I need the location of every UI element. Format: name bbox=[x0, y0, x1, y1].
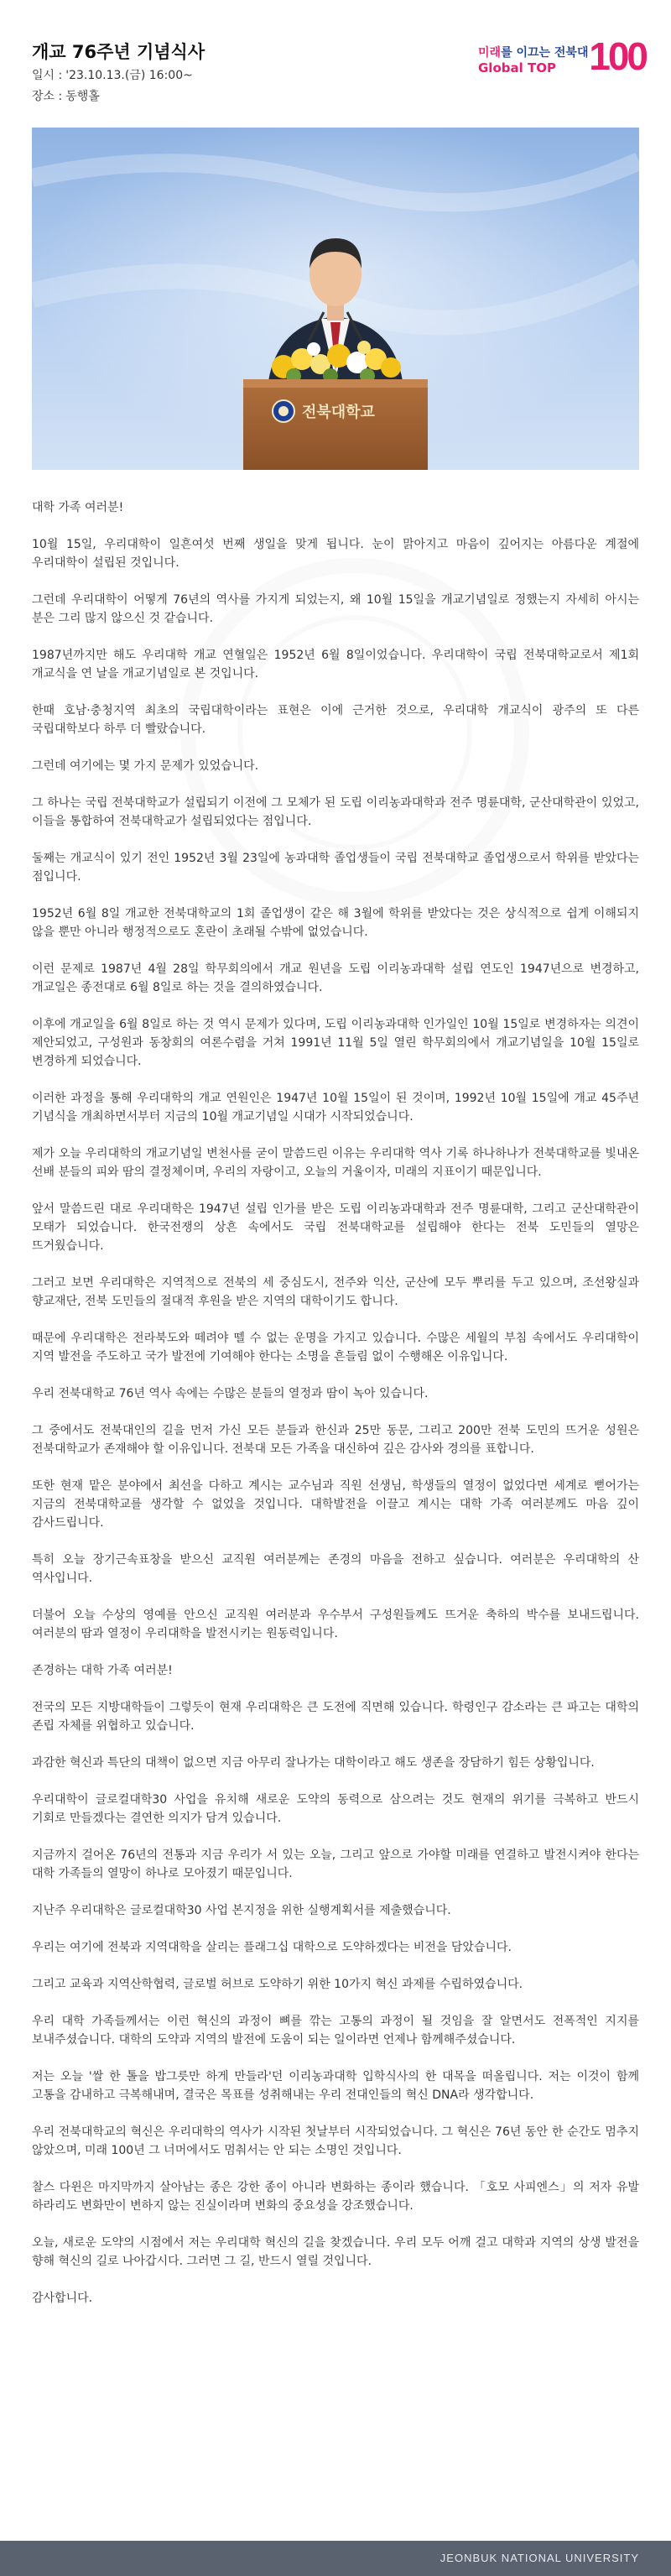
speech-paragraph: 더불어 오늘 수상의 영예를 안으신 교직원 여러분과 우수부서 구성원들께도 뜨거운 축하의 박수를 보내드립니다. 여러분의 땀과 열정이 우리대학을 발전시키는 원동력입니다. bbox=[32, 1609, 639, 1640]
speech-paragraph: 저는 오늘 '쌀 한 톨을 밥그릇만 하게 만들라'던 이리농과대학 입학식사의 한 대목을 떠올립니다. 저는 이것이 함께 고통을 감내하고 극복해내며, 결국은 목표를 성취해내는 우리 전대인들의 혁신 DNA라 생각합니다. bbox=[32, 2070, 639, 2102]
speech-paragraph: 둘째는 개교식이 있기 전인 1952년 3월 23일에 농과대학 졸업생들이 국립 전북대학교 졸업생으로서 학위를 받았다는 점입니다. bbox=[32, 852, 639, 884]
speech-paragraph: 1987년까지만 해도 우리대학 개교 연혈일은 1952년 6월 8일이었습니다. 우리대학이 국립 전북대학교로서 제1회 개교식을 연 날을 개교기념일로 본 것입니다. bbox=[32, 649, 639, 681]
speech-paragraph: 오늘, 새로운 도약의 시점에서 저는 우리대학 혁신의 길을 찾겠습니다. 우리 모두 어깨 걸고 대학과 지역의 상생 발전을 향해 혁신의 길로 나아갑시다. 그러면 그 길, 반드시 열릴 것입니다. bbox=[32, 2236, 639, 2268]
speech-paragraph: 그 하나는 국립 전북대학교가 설립되기 이전에 그 모체가 된 도립 이리농과대학과 전주 명륜대학, 군산대학관이 있었고, 이들을 통합하여 전북대학교가 설립되었다는 점입니다. bbox=[32, 796, 639, 828]
ceremony-photo-illustration bbox=[32, 128, 639, 470]
speech-paragraph: 우리 전북대학교의 혁신은 우리대학의 역사가 시작된 첫날부터 시작되었습니다. 그 혁신은 76년 동안 한 순간도 멈추지 않았으며, 미래 100년 그 너머에서도 멈춰서는 안 되는 소명인 것입니다. bbox=[32, 2125, 639, 2157]
speech-paragraph: 그리고 교육과 지역산학협력, 글로벌 허브로 도약하기 위한 10가지 혁신 과제를 수립하였습니다. bbox=[32, 1978, 523, 1991]
ceremony-photo bbox=[32, 128, 639, 470]
logo-tagline-rest: 를 이끄는 전북대 bbox=[501, 46, 589, 60]
speech-paragraph: 찰스 다윈은 마지막까지 살아남는 종은 강한 종이 아니라 변화하는 종이라 했습니다. 「호모 사피엔스」의 저자 유발 하라리도 변화만이 변하지 않는 진실이라며 변화의 중요성을 강조했습니다. bbox=[32, 2181, 639, 2213]
speech-paragraph: 전국의 모든 지방대학들이 그렇듯이 현재 우리대학은 큰 도전에 직면해 있습니다. 학령인구 감소라는 큰 파고는 대학의 존립 자체를 위협하고 있습니다. bbox=[32, 1701, 639, 1733]
page-footer bbox=[0, 2541, 671, 2576]
page-title: 개교 76주년 기념식사 bbox=[32, 42, 205, 62]
speech-paragraph: 감사합니다. bbox=[32, 2292, 93, 2305]
logo-number: 100 bbox=[589, 34, 646, 78]
speech-paragraph: 특히 오늘 장기근속표창을 받으신 교직원 여러분께는 존경의 마음을 전하고 싶습니다. 여러분은 우리대학의 산 역사입니다. bbox=[32, 1553, 639, 1585]
speech-paragraph: 1952년 6월 8일 개교한 전북대학교의 1회 졸업생이 같은 해 3월에 학위를 받았다는 것은 상식적으로 쉽게 이해되지 않을 뿐만 아니라 행정적으로도 혼란이 초래될 수밖에 없었습니다. bbox=[32, 907, 639, 939]
date-value: '23.10.13.(금) 16:00~ bbox=[65, 69, 193, 82]
speech-paragraph: 그러고 보면 우리대학은 지역적으로 전북의 세 중심도시, 전주와 익산, 군산에 모두 뿌리를 두고 있으며, 조선왕실과 향교재단, 전북 도민들의 절대적 후원을 받은 지역의 대학이기도 합니다. bbox=[32, 1276, 639, 1308]
speech-paragraph: 우리는 여기에 전북과 지역대학을 살리는 플래그십 대학으로 도약하겠다는 비전을 담았습니다. bbox=[32, 1941, 512, 1954]
speech-paragraph: 그런데 여기에는 몇 가지 문제가 있었습니다. bbox=[32, 759, 259, 773]
footer-university-name: JEONBUK NATIONAL UNIVERSITY bbox=[440, 2552, 639, 2564]
speech-paragraph: 우리 대학 가족들께서는 이런 혁신의 과정이 뼈를 깎는 고통의 과정이 될 것임을 잘 알면서도 전폭적인 지지를 보내주셨습니다. 대학의 도약과 지역의 발전에 도움이 되는 일이라면 언제나 함께해주셨습니다. bbox=[32, 2015, 639, 2047]
speech-paragraph: 우리대학이 글로컬대학30 사업을 유치해 새로운 도약의 동력으로 삼으려는 것도 현재의 위기를 극복하고 반드시 기회로 만들겠다는 결연한 의지가 담겨 있습니다. bbox=[32, 1793, 639, 1825]
speech-paragraph: 우리 전북대학교 76년 역사 속에는 수많은 분들의 열정과 땀이 녹아 있습니다. bbox=[32, 1387, 429, 1400]
speech-paragraph: 대학 가족 여러분! bbox=[32, 501, 124, 514]
event-date bbox=[32, 66, 193, 83]
speech-paragraph: 존경하는 대학 가족 여러분! bbox=[32, 1664, 173, 1677]
speech-paragraph: 때문에 우리대학은 전라북도와 떼려야 뗄 수 없는 운명을 가지고 있습니다. 수많은 세월의 부침 속에서도 우리대학이 지역 발전을 주도하고 국가 발전에 기여해야 한다는 소명을 흔들림 없이 수행해온 이유입니다. bbox=[32, 1332, 639, 1364]
speech-paragraph: 앞서 말씀드린 대로 우리대학은 1947년 설립 인가를 받은 도립 이리농과대학과 전주 명륜대학, 그리고 군산대학관이 모태가 되었습니다. 한국전쟁의 상흔 속에서도 국립 전북대학교를 설립해야 한다는 전북 도민들의 열망은 뜨거웠습니다. bbox=[32, 1202, 639, 1253]
speech-body bbox=[32, 498, 639, 2326]
logo-global-text: Global TOP bbox=[478, 60, 556, 76]
logo-tagline-accent: 미래 bbox=[478, 46, 502, 60]
speech-paragraph: 제가 오늘 우리대학의 개교기념일 변천사를 굳이 말씀드린 이유는 우리대학 역사 기록 하나하나가 전북대학교를 빛내온 선배 분들의 피와 땀의 결정체이며, 우리의 자랑이고, 오늘의 거울이자, 미래의 지표이기 때문입니다. bbox=[32, 1147, 639, 1179]
speech-paragraph: 한때 호남·충청지역 최초의 국립대학이라는 표현은 이에 근거한 것으로, 우리대학 개교식이 광주의 또 다른 국립대학보다 하루 더 빨랐습니다. bbox=[32, 704, 639, 736]
speech-paragraph: 이러한 과정을 통해 우리대학의 개교 연원인은 1947년 10월 15일이 된 것이며, 1992년 10월 15일에 개교 45주년 기념식을 개최하면서부터 지금의 10월 개교기념일 시대가 시작되었습니다. bbox=[32, 1092, 639, 1124]
place-value: 동행홀 bbox=[65, 90, 100, 103]
speech-paragraph: 과감한 혁신과 특단의 대책이 없으면 지금 아무리 잘나가는 대학이라고 해도 생존을 장담하기 힘든 상황입니다. bbox=[32, 1756, 595, 1770]
event-place bbox=[32, 87, 100, 104]
speech-paragraph: 이후에 개교일을 6월 8일로 하는 것 역시 문제가 있다며, 도립 이리농과대학 인가일인 10월 15일로 변경하자는 의견이 제안되었고, 구성원과 동창회의 여론수렴을 거쳐 1991년 11월 5일 열린 학무회의에서 개교기념일을 10월 15일로 변경하게 되었습니다. bbox=[32, 1018, 639, 1068]
speech-paragraph: 또한 현재 맡은 분야에서 최선을 다하고 계시는 교수님과 직원 선생님, 학생들의 열정이 없었다면 세계로 뻗어가는 지금의 전북대학교를 생각할 수 없었을 것입니다. 대학발전을 이끌고 계시는 대학 가족 여러분께도 마음 깊이 감사드립니다. bbox=[32, 1479, 639, 1530]
place-label: 장소 : bbox=[32, 90, 63, 103]
speech-paragraph: 그 중에서도 전북대인의 길을 먼저 가신 모든 분들과 한신과 25만 동문, 그리고 200만 전북 도민의 뜨거운 성원은 전북대학교가 존재해야 할 이유입니다. 전북대 모든 가족을 대신하여 깊은 감사와 경의를 표합니다. bbox=[32, 1424, 639, 1456]
speech-paragraph: 지난주 우리대학은 글로컬대학30 사업 본지정을 위한 실행계획서를 제출했습니다. bbox=[32, 1904, 451, 1917]
page-header bbox=[0, 0, 671, 126]
speech-paragraph: 10월 15일, 우리대학이 일흔여섯 번째 생일을 맞게 됩니다. 눈이 맑아지고 마음이 깊어지는 아름다운 계절에 우리대학이 설립된 것입니다. bbox=[32, 538, 639, 570]
speech-paragraph: 이런 문제로 1987년 4월 28일 학무회의에서 개교 원년을 도립 이리농과대학 설립 연도인 1947년으로 변경하고, 개교일은 종전대로 6월 8일로 하는 것을 결의하였습니다. bbox=[32, 962, 639, 994]
speech-paragraph: 그런데 우리대학이 어떻게 76년의 역사를 가지게 되었는지, 왜 10월 15일을 개교기념일로 정했는지 자세히 아시는 분은 그리 많지 않으신 것 같습니다. bbox=[32, 593, 639, 625]
date-label: 일시 : bbox=[32, 69, 63, 82]
speech-paragraph: 지금까지 걸어온 76년의 전통과 지금 우리가 서 있는 오늘, 그리고 앞으로 가야할 미래를 연결하고 발전시켜야 한다는 대학 가족들의 열망이 하나로 모아졌기 때문입니다. bbox=[32, 1849, 639, 1880]
podium-sign-text: 전북대학교 bbox=[302, 404, 375, 421]
global-top-100-logo bbox=[478, 34, 646, 84]
logo-tagline bbox=[478, 44, 588, 60]
